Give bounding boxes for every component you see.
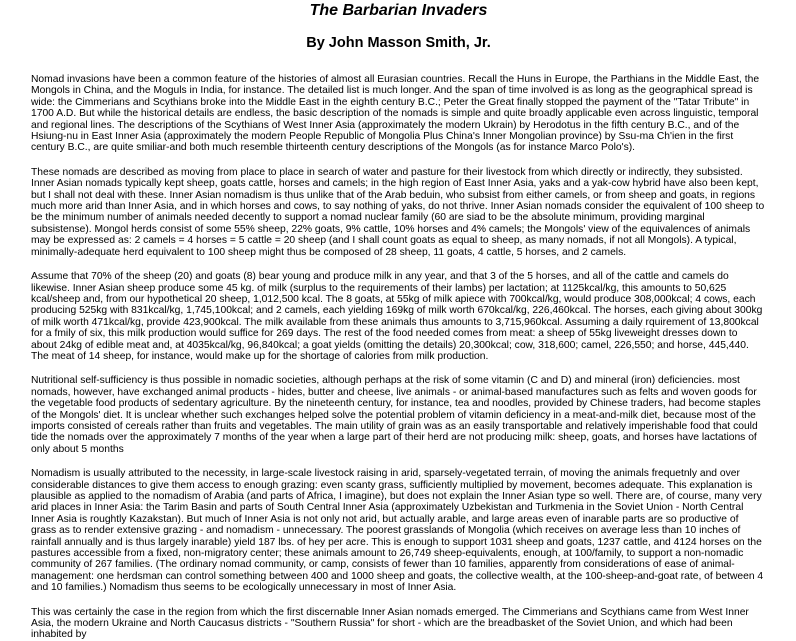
document-body — [31, 74, 766, 641]
paragraph: Nutritional self-sufficiency is thus possible in nomadic societies, although perhaps at the risk of some vitamin (C and D) and mineral (iron) deficiencies. most nomads, however, have exchanged animal products - hides, butter and cheese, live animals - or animal-based manufactures such as felts and woven goods for the vegetable food products of sedentary agriculture. By the nineteenth century, for instance, tea and noodles, provided by Chinese traders, had become staples of the Mongols' diet. It is unclear whether such exchanges helped solve the potential problem of vitamin deficiency in a meat-and-milk diet, because most of the imports consisted of cereals rather than fruits and vegetables. The main utility of grain was as an easily transportable and relatively imperishable food that could tide the nomads over the approximately 7 months of the year when a large part of their herd are not producing milk: sheep, goats, and horses have lactations of only about 5 months — [31, 375, 761, 455]
paragraph: These nomads are described as moving from place to place in search of water and pasture for their livestock from which directly or indirectly, they subsisted. Inner Asian nomads typically kept sheep, goats cattle, horses and camels; in the high region of East Inner Asia, yaks and a yak-cow hybrid have also been kept, but I shall not deal with these. Inner Asian nomadism is thus unlike that of the Arab beduin, who subsist from either camels, or from sheep and goats, in regions much more arid than Inner Asia, and in which horses and cows, to say nothing of yaks, do not thrive. Inner Asian nomads consider the equivalent of 100 sheep to be the minimum number of animals needed decently to support a nomad nuclear family (60 are siad to be the absolute minimum, providing marginal subsistense). Mongol herds consist of some 55% sheep, 22% goats, 9% cattle, 10% horses and 4% camels; the Mongols' view of the equivalences of animals may be expressed as: 2 camels = 4 horses = 5 cattle = 20 sheep (and I shall count goats as equal to sheep, as many nomads, if not all Mongols). A typical, minimally-adequate herd equivalent to 100 sheep might thus be composed of 28 sheep, 11 goats, 4 cattle, 5 horses, and 2 camels. — [31, 166, 765, 258]
paragraph: Nomadism is usually attributed to the necessity, in large-scale livestock raising in arid, sparsely-vegetated terrain, of moving the animals frequetnly and over considerable distances to give them access to enough grazing: even scanty grass, sufficiently multiplied by movement, becomes adequate. This explanation is plausible as applied to the nomadism of Arabia (and parts of Africa, I imagine), but does not explain the Inner Asian type so well. There are, of course, many very arid places in Inner Asia: the Tarim Basin and parts of South Central Inner Asia (approximately Uzbekistan and Turkmenia in the Soviet Union - North Central Inner Asia is roughtly Kazakstan). But much of Inner Asia is not only not arid, but actually arable, and large areas even of inarable parts are so productive of grass as to render extensive grazing - and nomadism - unnecessary. The poorest grasslands of Mongolia (which receives on average less than 10 inches of rainfall annually and is thus largely inarable) yield 187 lbs. of hey per acre. This is enough to support 1031 sheep and goats, 1237 cattle, and 4124 horses on the pastures accessible from a fixed, non-migratory center; these animals amount to 26,749 sheep-equivalents, enough, at 100/family, to support a non-nomadic community of 267 families. (The ordinary nomad community, or camp, consists of fewer than 10 families, apparently from considerations of ease of animal-management: one herdsman can control something between 400 and 1000 sheep and goats, the collective wealth, at the 100-sheep-and-goat rate, of between 4 and 10 families.) Nomadism thus seems to be ecologically unnecessary in most of Inner Asia. — [31, 468, 764, 594]
document-author: By John Masson Smith, Jr. — [306, 35, 491, 51]
document-title: The Barbarian Invaders — [309, 2, 488, 19]
paragraph: Assume that 70% of the sheep (20) and goats (8) bear young and produce milk in any year, and that 3 of the 5 horses, and all of the cattle and camels do likewise. Inner Asian sheep produce some 45 kg. of milk (surplus to the requirements of their lambs) per lactation; at 1125kcal/kg, this amounts to 50,625 kcal/sheep and, from our hypothetical 20 sheep, 1,012,500 kcal. The 8 goats, at 55kg of milk apiece with 700kcal/kg, would produce 308,000kcal; 4 cows, each producing 525kg with 831kcal/kg, 1,745,100kcal; and 2 camels, each yielding 169kg of milk worth 670kcal/kg, 226,460kcal. The horses, each giving about 300kg of milk worth 471kcal/kg, provide 423,900kcal. The milk available from these animals thus amounts to 3,715,960kcal. Assuming a daily rquirement of 13,800kcal for a fmily of six, this milk production would suffice for 269 days. The rest of the food needed comes from meat: a sheep of 55kg liveweight dresses down to about 24kg of edible meat and, at 4035kcal/kg, 96,840kcal; a goat yields (omitting the details) 20,300kcal; cow, 318,600; camel, 226,550; and horse, 445,440. The meat of 14 sheep, for instance, would make up for the shortage of calories from milk production. — [31, 271, 763, 362]
paragraph: This was certainly the case in the region from which the first discernable Inner Asian nomads emerged. The Cimmerians and Scythians came from West Inner Asia, the modern Ukraine and North Caucasus districts - "Southern Russia" for short - which are the breadbasket of the Soviet Union, and which had been inhabited by — [31, 606, 749, 641]
paragraph: Nomad invasions have been a common feature of the histories of almost all Eurasian countries. Recall the Huns in Europe, the Parthians in the Middle East, the Mongols in China, and the Moguls in India, for instance. The detailed list is much longer. And the span of time involved is as long as the geographical spread is wide: the Cimmerians and Scythians broke into the Middle East in the eighth century B.C.; Peter the Great finally stopped the payment of the "Tatar Tribute" in 1700 A.D. But while the historical details are endless, the basic description of the nomads is simple and quite broadly applicable even across linguistic, temporal and regional lines. The descriptions of the Scythians of West Inner Asia (approximately the modern Ukrain) by Herodotus in the fifth century B.C., and of the Hsiung-nu in East Inner Asia (approximately the modern People Republic of Mongolia Plus China's Inner Mongolian province) by Ssu-ma Ch'ien in the first century B.C., are quite smiliar-and both much resemble thirteenth century descriptions of the Mongols (as for instance Marco Polo's). — [31, 74, 760, 154]
